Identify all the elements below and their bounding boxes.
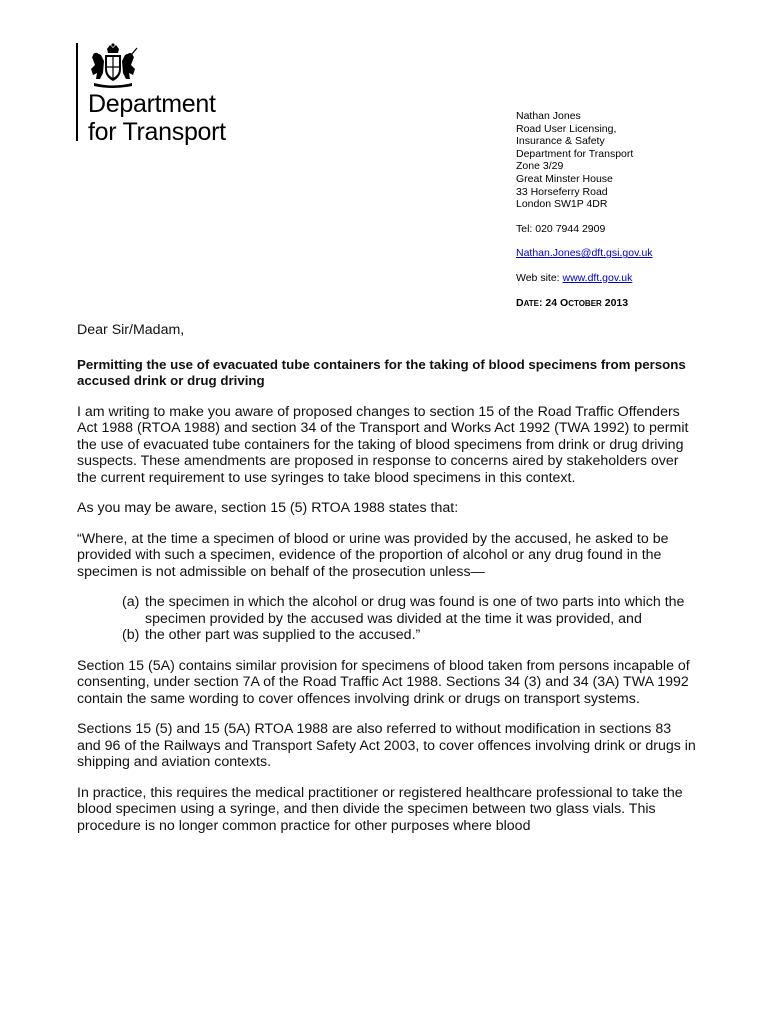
quoted-conditions-list [77,594,697,644]
sender-zone: Zone 3/29 [516,160,564,173]
subject-heading: Permitting the use of evacuated tube containers for the taking of blood specimens from persons accused drink or drug driving [77,356,686,388]
list-item-text: the other part was supplied to the accused.” [145,627,421,643]
salutation: Dear Sir/Madam, [77,322,185,338]
website-label: Web site: [516,271,563,284]
list-item [77,594,697,627]
sender-name: Nathan Jones [516,110,581,122]
department-logo-text [88,90,226,146]
list-item-label: (b) [122,627,140,643]
sender-unit-line-2: Insurance & Safety [516,135,605,148]
list-item-label: (a) [122,594,140,610]
list-item-text: the specimen in which the alcohol or drug was found is one of two parts into which the specimen provided by the accused was divided at the time it was provided, and [145,594,685,627]
department-name-line-1: Department [88,90,216,118]
quotation: “Where, at the time a specimen of blood or urine was provided by the accused, he asked to be provided with such a specimen, evidence of the proportion of alcohol or any drug found in the specimen is not admissible on behalf of the prosecution unless— [77,530,669,580]
sender-address-block [516,110,653,310]
paragraph-5: In practice, this requires the medical practitioner or registered healthcare professional to take the blood specimen using a syringe, and then divide the specimen between two glass vials. This procedure is no longer common practice for other purposes where blood [77,784,683,834]
sender-city: London SW1P 4DR [516,198,608,211]
royal-coat-of-arms-icon [86,43,140,89]
sender-email-link[interactable]: Nathan.Jones@dft.gsi.gov.uk [516,247,653,260]
sender-telephone: Tel: 020 7944 2909 [516,222,606,235]
list-item [77,627,697,644]
paragraph-2: As you may be aware, section 15 (5) RTOA 1988 states that: [77,500,459,516]
paragraph-1: I am writing to make you aware of proposed changes to section 15 of the Road Traffic Offenders Act 1988 (RTOA 1988) and section 34 of the Transport and Works Act 1992 (TWA 1992) to permit the use of evacuated tube containers for the taking of blood specimens from drink or drug driving suspects. These amendments are proposed in response to concerns aired by stakeholders over the current requirement to use syringes to take blood specimens in this context. [77,403,689,486]
sender-building: Great Minster House [516,172,613,185]
date-label-initial: D [516,296,524,309]
sender-department: Department for Transport [516,147,634,160]
sender-street: 33 Horseferry Road [516,185,608,198]
sender-unit-line-1: Road User Licensing, [516,122,617,135]
logo-divider-line [76,43,78,141]
letter-body [77,322,697,848]
date-value-year: 2013 [601,296,629,309]
letter-date [516,297,653,311]
paragraph-4: Sections 15 (5) and 15 (5A) RTOA 1988 are also referred to without modification in sections 83 and 96 of the Railways and Transport Safety Act 2003, to cover offences involving drink or drugs in shipping and aviation contexts. [77,721,696,770]
department-name-line-2: for Transport [88,118,226,146]
website-link[interactable]: www.dft.gov.uk [562,271,633,284]
date-label-rest: ATE [523,298,539,308]
date-value-pre: : 24 O [539,296,569,309]
date-value-month: CTOBER [568,298,602,308]
paragraph-3: Section 15 (5A) contains similar provision for specimens of blood taken from persons incapable of consenting, under section 7A of the Road Traffic Act 1988. Sections 34 (3) and 34 (3A) TWA 1992 contain the same wording to cover offences involving drink or drugs on transport systems. [77,657,690,707]
